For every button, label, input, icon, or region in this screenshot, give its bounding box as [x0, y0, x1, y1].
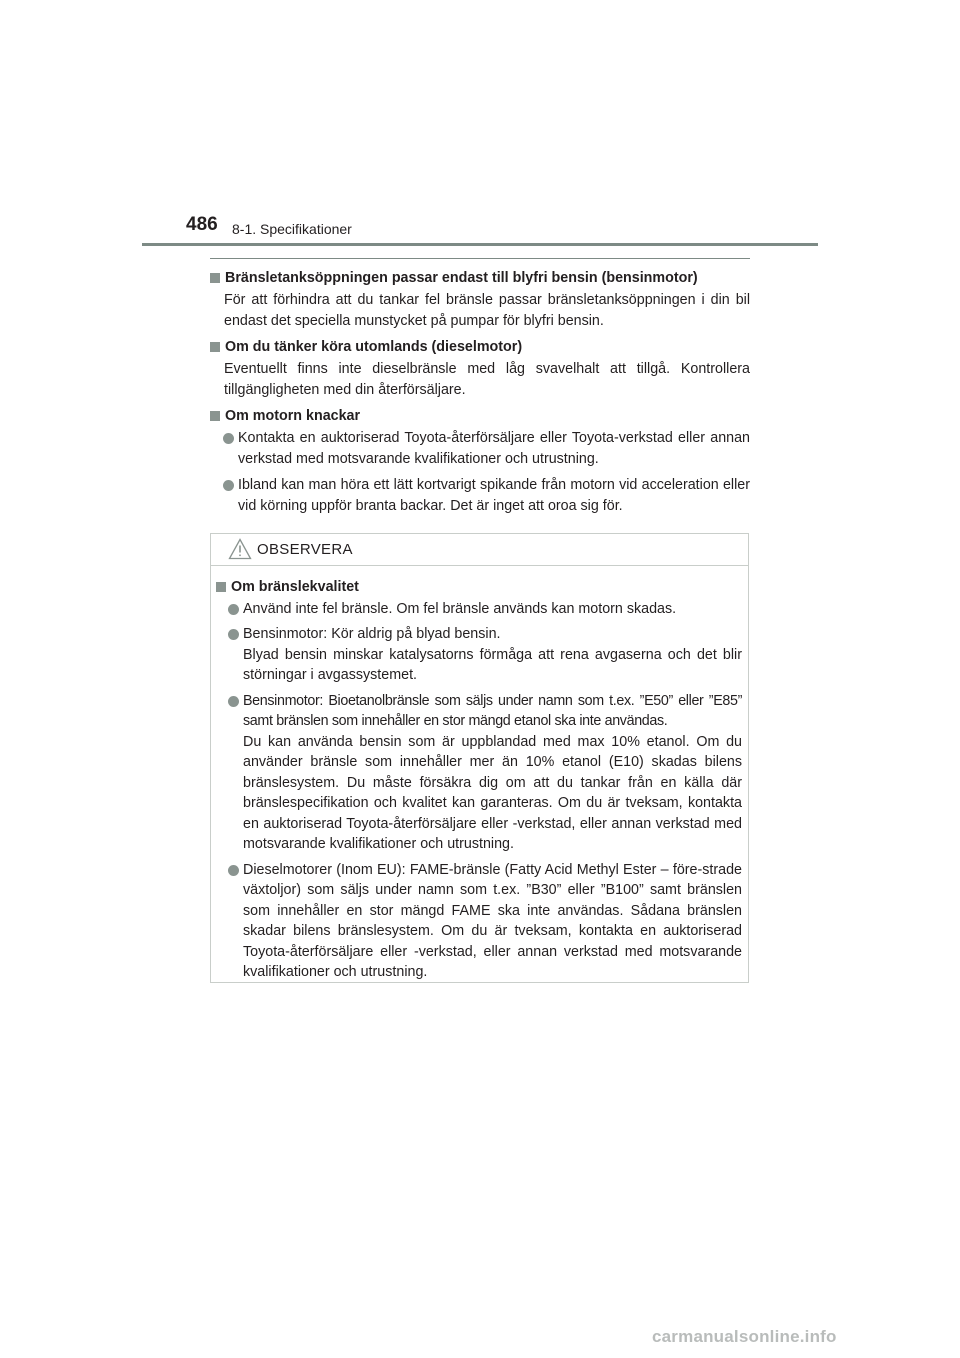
- circle-bullet-icon: [228, 604, 239, 615]
- list-item: [216, 599, 742, 620]
- section-heading: [210, 268, 750, 289]
- chapter-title: 8-1. Specifikationer: [232, 221, 352, 237]
- square-bullet-icon: [210, 273, 220, 283]
- notice-header: [211, 534, 748, 566]
- notice-box: [210, 533, 749, 983]
- notice-body: [211, 566, 748, 983]
- circle-bullet-icon: [228, 629, 239, 640]
- list-item-text: Bensinmotor: Kör aldrig på blyad bensin.: [243, 626, 501, 642]
- section-heading: [210, 337, 750, 358]
- section-knocking: [210, 406, 750, 517]
- list-item: [216, 860, 742, 983]
- section-top-rule: [210, 258, 750, 259]
- list-item-text: Ibland kan man höra ett lätt kortvarigt spikande från motorn vid acceleration eller vid körning uppför branta backar. Det är inget att oroa sig för.: [238, 477, 750, 514]
- circle-bullet-icon: [228, 865, 239, 876]
- circle-bullet-icon: [228, 696, 239, 707]
- list-item-text: Bensinmotor: Bioetanolbränsle som säljs under namn som t.ex. ”E50” eller ”E85” samt bränslen som innehåller en stor mängd etanol ska inte användas.: [243, 692, 742, 729]
- list-item: [210, 475, 750, 517]
- header-rule: [142, 243, 818, 246]
- circle-bullet-icon: [223, 480, 234, 491]
- list-item-text: Blyad bensin minskar katalysatorns förmåga att rena avgaserna och det blir störningar i avgassystemet.: [243, 646, 742, 683]
- warning-triangle-icon: [228, 538, 252, 560]
- section-text: För att förhindra att du tankar fel bränsle passar bränsletanksöppningen i din bil endast det speciella munstycket på pumpar för blyfri bensin.: [224, 292, 750, 329]
- circle-bullet-icon: [223, 433, 234, 444]
- list-item: [210, 428, 750, 470]
- notice-heading: [216, 577, 742, 598]
- notice-title: OBSERVERA: [257, 541, 353, 558]
- list-item: [216, 691, 742, 855]
- list-item-text: Använd inte fel bränsle. Om fel bränsle används kan motorn skadas.: [243, 600, 677, 617]
- section-heading: [210, 406, 750, 427]
- list-item: [216, 624, 742, 686]
- list-item-text: Dieselmotorer (Inom EU): FAME-bränsle (Fatty Acid Methyl Ester – före-strade växtoljor) som säljs under namn som t.ex. ”B30” eller ”B100” samt bränslen som innehåller en stor mängd FAME ska inte användas. Sådana bränslen skadar bilens bränslesystem. Om du är tveksam, kontakta en auktoriserad Toyota-återförsäljare eller -verkstad, eller annan verkstad med motsvarande kvalifikationer och utrustning.: [243, 861, 742, 980]
- list-item-text: Kontakta en auktoriserad Toyota-återförsäljare eller Toyota-verkstad eller annan verkstad med motsvarande kvalifikationer och utrustning.: [238, 430, 750, 467]
- section-heading-text: Om motorn knackar: [225, 408, 361, 424]
- square-bullet-icon: [210, 342, 220, 352]
- main-content: [210, 268, 750, 522]
- list-item-text: Du kan använda bensin som är uppblandad med max 10% etanol. Om du använder bränsle som innehåller mer än 10% etanol (E10) skadas bilens bränslesystem. Du måste försäkra dig om att du tankar från en källa där bränslespecifikation och kvalitet kan garanteras. Om du är tveksam, kontakta en auktoriserad Toyota-återförsäljare eller -verkstad, eller annan verkstad med motsvarande kvalifikationer och utrustning.: [243, 733, 742, 852]
- watermark: carmanualsonline.info: [652, 1327, 837, 1346]
- section-text: Eventuellt finns inte dieselbränsle med låg svavelhalt att tillgå. Kontrollera tillgängligheten med din återförsäljare.: [224, 361, 750, 398]
- section-fuel-filler: [210, 268, 750, 332]
- section-heading-text: Om du tänker köra utomlands (dieselmotor): [225, 339, 523, 355]
- section-heading-text: Bränsletanksöppningen passar endast till blyfri bensin (bensinmotor): [225, 270, 698, 286]
- page-number: 486: [186, 214, 218, 235]
- square-bullet-icon: [210, 411, 220, 421]
- notice-heading-text: Om bränslekvalitet: [231, 579, 359, 595]
- section-abroad: [210, 337, 750, 401]
- square-bullet-icon: [216, 582, 226, 592]
